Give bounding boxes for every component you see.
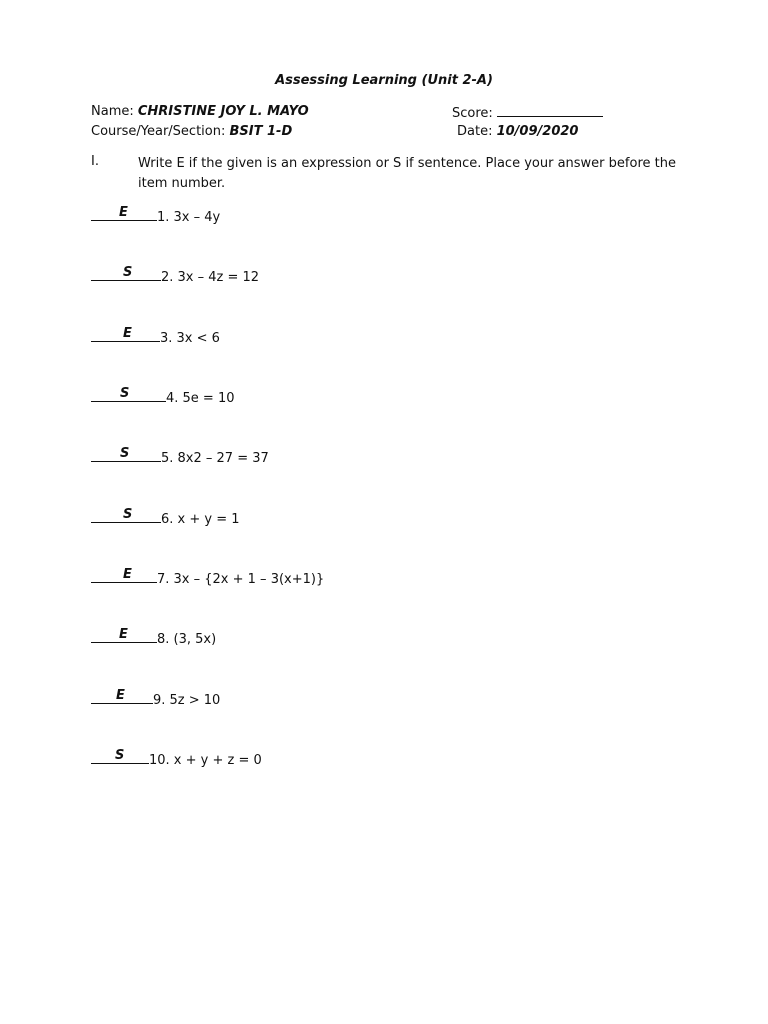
score-label: Score: bbox=[452, 106, 493, 121]
answer: E bbox=[116, 688, 125, 703]
answer-blank bbox=[91, 748, 149, 764]
item-text: 7. 3x – {2x + 1 – 3(x+1)} bbox=[157, 572, 325, 587]
course-label: Course/Year/Section: bbox=[91, 124, 226, 139]
item-text: 4. 5e = 10 bbox=[166, 391, 235, 406]
answer: E bbox=[123, 326, 132, 341]
name-label: Name: bbox=[91, 104, 134, 119]
name-row bbox=[91, 104, 309, 119]
list-item bbox=[91, 507, 240, 527]
item-text: 2. 3x – 4z = 12 bbox=[161, 270, 260, 285]
answer: E bbox=[119, 627, 128, 642]
course-row bbox=[91, 124, 292, 139]
list-item bbox=[91, 326, 220, 346]
answer-blank bbox=[91, 205, 157, 221]
answer-blank bbox=[91, 688, 153, 704]
answer: E bbox=[123, 567, 132, 582]
item-text: 1. 3x – 4y bbox=[157, 210, 221, 225]
item-text: 10. x + y + z = 0 bbox=[149, 753, 262, 768]
answer: S bbox=[120, 386, 130, 401]
answer: S bbox=[115, 748, 125, 763]
score-row bbox=[452, 104, 603, 121]
answer-blank bbox=[91, 446, 161, 462]
list-item bbox=[91, 205, 220, 225]
course-value: BSIT 1-D bbox=[229, 124, 293, 139]
list-item bbox=[91, 265, 259, 285]
list-item bbox=[91, 688, 220, 708]
list-item bbox=[91, 386, 235, 406]
answer: S bbox=[120, 446, 130, 461]
student-name: CHRISTINE JOY L. MAYO bbox=[137, 104, 309, 119]
section-number: I. bbox=[91, 154, 99, 169]
list-item bbox=[91, 446, 269, 466]
date-row bbox=[457, 124, 578, 139]
date-value: 10/09/2020 bbox=[496, 124, 579, 139]
answer: S bbox=[123, 507, 133, 522]
score-blank bbox=[497, 104, 603, 117]
instructions-text: Write E if the given is an expression or S if sentence. Place your answer before the item number. bbox=[138, 156, 676, 191]
answer: S bbox=[123, 265, 133, 280]
date-label: Date: bbox=[457, 124, 493, 139]
list-item bbox=[91, 567, 324, 587]
item-text: 9. 5z > 10 bbox=[153, 693, 221, 708]
item-text: 8. (3, 5x) bbox=[157, 632, 217, 647]
item-text: 6. x + y = 1 bbox=[161, 512, 240, 527]
answer-blank bbox=[91, 627, 157, 643]
answer-blank bbox=[91, 507, 161, 523]
item-text: 3. 3x < 6 bbox=[160, 331, 220, 346]
answer-blank bbox=[91, 567, 157, 583]
list-item bbox=[91, 748, 262, 768]
answer-blank bbox=[91, 265, 161, 281]
list-item bbox=[91, 627, 216, 647]
document-title: Assessing Learning (Unit 2-A) bbox=[275, 73, 493, 88]
answer-blank bbox=[91, 386, 166, 402]
item-text: 5. 8x2 – 27 = 37 bbox=[161, 451, 269, 466]
answer: E bbox=[119, 205, 128, 220]
answer-blank bbox=[91, 326, 160, 342]
